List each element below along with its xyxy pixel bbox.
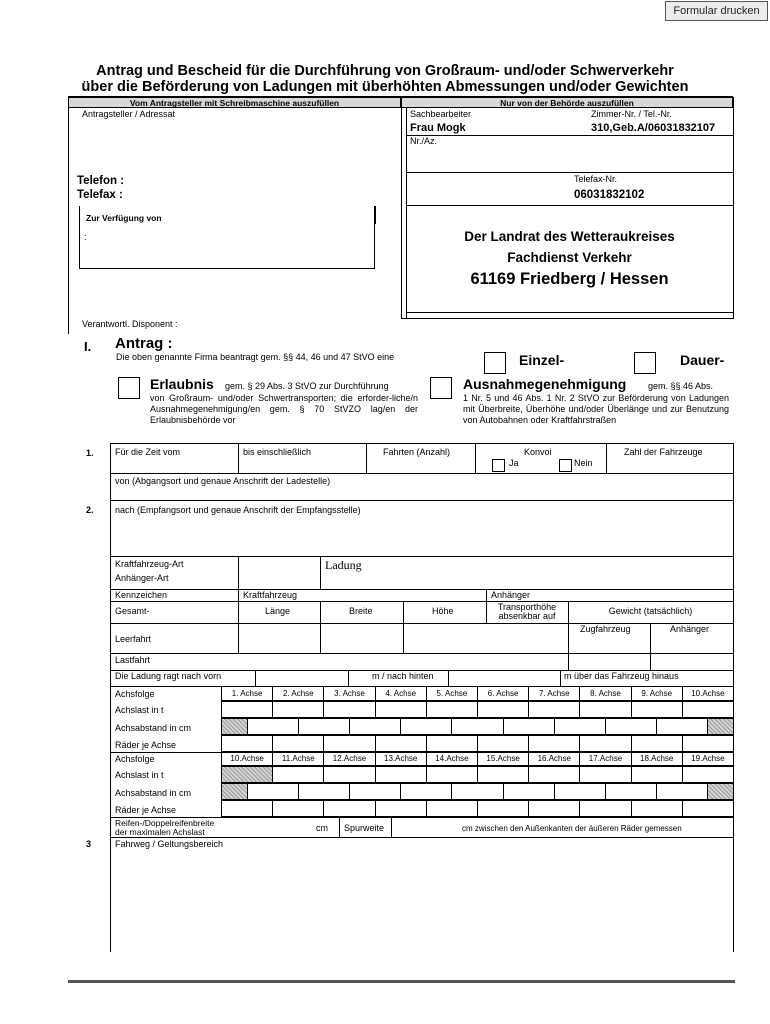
s2-div-hoehe: [403, 601, 404, 653]
s1-div-2: [366, 443, 367, 473]
raeder-cell[interactable]: [221, 735, 273, 752]
axle-label: 9. Achse: [631, 686, 683, 701]
achsabstand-cell[interactable]: [605, 718, 657, 735]
achsfolge-label-2: Achsfolge: [115, 754, 155, 764]
raeder-cell[interactable]: [631, 800, 683, 817]
raeder-cell[interactable]: [682, 735, 734, 752]
s1-div-4: [606, 443, 607, 473]
addr-line-1: Der Landrat des Wetteraukreises: [464, 229, 675, 244]
spur-div-a: [339, 817, 340, 837]
az-label: Nr./Az.: [410, 136, 438, 146]
achsabstand-blocked-cell: [707, 783, 734, 800]
achsabstand-blocked-cell: [221, 718, 248, 735]
zeit-label: Für die Zeit vom: [115, 447, 181, 457]
left-border: [68, 97, 69, 334]
axle-label: 10.Achse: [682, 686, 734, 701]
axle-label: 2. Achse: [272, 686, 324, 701]
ausnahme-gem: gem. §§ 46 Abs.: [648, 381, 714, 391]
achsabstand-cell[interactable]: [298, 783, 350, 800]
kfz-art-label: Kraftfahrzeug-Art: [115, 559, 184, 569]
authority-line-4: [406, 312, 733, 313]
anh-art-label: Anhänger-Art: [115, 573, 169, 583]
achslast-cell[interactable]: [682, 701, 734, 718]
einzel-label: Einzel-: [519, 352, 565, 368]
achslast-cell[interactable]: [323, 701, 375, 718]
achsabstand-cell[interactable]: [247, 718, 299, 735]
achsabstand-cell[interactable]: [349, 718, 401, 735]
gewicht-label: Gewicht (tatsächlich): [608, 606, 693, 616]
achslast-cell[interactable]: [221, 701, 273, 718]
raeder-cell[interactable]: [426, 735, 478, 752]
achsabstand-cell[interactable]: [656, 783, 708, 800]
achslast-cell[interactable]: [426, 701, 478, 718]
applicant-header: Vom Antragsteller mit Schreibmaschine auszufüllen: [129, 98, 340, 108]
s1-top: [110, 443, 733, 444]
ausnahme-title: Ausnahmegenehmigung: [463, 376, 627, 392]
authority-line-2: [406, 172, 733, 173]
raeder-label-2: Räder je Achse: [115, 805, 177, 815]
nach-hinten-label: m / nach hinten: [372, 671, 434, 681]
anhaenger-label: Anhänger: [491, 590, 531, 600]
konvoi-nein-label: Nein: [574, 458, 593, 468]
achslast-cell[interactable]: [579, 701, 631, 718]
addr-line-3: 61169 Friedberg / Hessen: [470, 270, 669, 288]
authority-right-border: [733, 97, 734, 318]
raeder-cell[interactable]: [682, 800, 734, 817]
verfuegung-colon: :: [84, 232, 87, 242]
reifen-bottom: [110, 837, 733, 838]
achsabstand-cell[interactable]: [349, 783, 401, 800]
authority-telefax-value: 06031832102: [574, 189, 645, 201]
raeder-cell[interactable]: [477, 735, 529, 752]
achsabstand-label-2: Achsabstand in cm: [115, 788, 192, 798]
dauer-label: Dauer-: [680, 352, 725, 368]
s2-div-hinten-a: [348, 670, 349, 686]
leerfahrt-label: Leerfahrt: [115, 634, 152, 644]
raeder-cell[interactable]: [221, 800, 273, 817]
s2-line-3: [110, 623, 733, 624]
disponent-label: Verantwortl. Disponent :: [82, 319, 178, 329]
nach-label: nach (Empfangsort und genaue Anschrift der Empfangsstelle): [115, 505, 361, 515]
raeder-cell[interactable]: [477, 800, 529, 817]
achslast-cell[interactable]: [426, 766, 478, 783]
kraftfahrzeug-label: Kraftfahrzeug: [243, 590, 298, 600]
achslast-cell[interactable]: [528, 766, 580, 783]
erlaubnis-text: von Großraum- und/oder Schwertransporten; die erforder-liche/n Ausnahmegenehmigung/en gem. § 70 StVZO lag/en der Erlaubnisbehörde vor: [150, 393, 418, 425]
axle-label: 11.Achse: [272, 751, 324, 766]
spurweite-label: Spurweite: [344, 823, 385, 833]
achslast-cell[interactable]: [375, 701, 427, 718]
bottom-rule: [68, 980, 735, 983]
laenge-label: Länge: [265, 606, 291, 616]
fahrzeuge-label: Zahl der Fahrzeuge: [624, 447, 703, 457]
axle-label: 13.Achse: [375, 751, 427, 766]
ueber-fz-label: m über das Fahrzeug hinaus: [564, 671, 679, 681]
einzel-checkbox[interactable]: [484, 352, 506, 374]
lastfahrt-label: Lastfahrt: [115, 655, 151, 665]
section-1-num: 1.: [86, 448, 94, 458]
achslast-cell[interactable]: [272, 766, 324, 783]
von-label: von (Abgangsort und genaue Anschrift der Ladestelle): [115, 476, 331, 486]
adressat-label: Antragsteller / Adressat: [82, 109, 176, 119]
axle-label: 6. Achse: [477, 686, 529, 701]
title-line-2: über die Beförderung von Ladungen mit überhöhten Abmessungen und/oder Gewichten: [81, 79, 689, 95]
raeder-cell[interactable]: [579, 735, 631, 752]
ladung-label: Ladung: [325, 558, 362, 572]
transport-label-1: Transporthöhe: [497, 602, 557, 612]
fahrweg-label: Fahrweg / Geltungsbereich: [115, 839, 224, 849]
achsabstand-cell[interactable]: [451, 783, 503, 800]
raeder-label-1: Räder je Achse: [115, 740, 177, 750]
zugfahrzeug-label: Zugfahrzeug: [580, 624, 631, 634]
s2-div-breite: [320, 601, 321, 653]
konvoi-ja-label: Ja: [509, 458, 519, 468]
authority-bottom-border: [401, 318, 734, 319]
s2-line-4: [110, 653, 733, 654]
section-2-num: 2.: [86, 505, 94, 515]
authority-left-border: [401, 108, 402, 318]
sachbearbeiter-value: Frau Mogk: [410, 122, 466, 134]
axle-label: 15.Achse: [477, 751, 529, 766]
achslast-cell[interactable]: [375, 766, 427, 783]
s2-div-hinten-b: [448, 670, 449, 686]
reifen-label-2: der maximalen Achslast: [115, 827, 205, 837]
raeder-cell[interactable]: [375, 800, 427, 817]
raeder-cell[interactable]: [375, 735, 427, 752]
section-3-num: 3: [86, 839, 92, 849]
s2-div-col1: [238, 556, 239, 653]
raeder-cell[interactable]: [528, 735, 580, 752]
reifen-cm: cm: [316, 823, 328, 833]
authority-telefax-label: Telefax-Nr.: [574, 174, 618, 184]
achslast-cell[interactable]: [631, 701, 683, 718]
raeder-cell[interactable]: [579, 800, 631, 817]
achslast-cell[interactable]: [528, 701, 580, 718]
achslast-cell[interactable]: [272, 701, 324, 718]
axle-label: 16.Achse: [528, 751, 580, 766]
achsabstand-cell[interactable]: [247, 783, 299, 800]
spur-div-b: [391, 817, 392, 837]
achsabstand-label-1: Achsabstand in cm: [115, 723, 192, 733]
achsabstand-cell[interactable]: [400, 783, 452, 800]
axle-label: 12.Achse: [323, 751, 375, 766]
achsabstand-cell[interactable]: [400, 718, 452, 735]
s1-div-3: [475, 443, 476, 473]
axle-label: 8. Achse: [579, 686, 631, 701]
achslast-blocked-cell: [221, 766, 273, 783]
axle-label: 19.Achse: [682, 751, 734, 766]
authority-header: Nur von der Behörde auszufüllen: [500, 98, 634, 108]
achsabstand-cell[interactable]: [451, 718, 503, 735]
addr-line-2: Fachdienst Verkehr: [507, 250, 632, 265]
s2-line-0: [110, 556, 733, 557]
s2-div-ueber: [560, 670, 561, 686]
axle-label: 1. Achse: [221, 686, 273, 701]
kennzeichen-label: Kennzeichen: [115, 590, 168, 600]
s2-line-2: [110, 601, 733, 602]
bis-label: bis einschließlich: [243, 447, 312, 457]
erlaubnis-checkbox[interactable]: [118, 377, 140, 399]
s2-div-anh2: [650, 623, 651, 670]
achsabstand-cell[interactable]: [503, 783, 555, 800]
telefon-label: Telefon :: [77, 175, 125, 187]
achsabstand-cell[interactable]: [503, 718, 555, 735]
achslast-cell[interactable]: [579, 766, 631, 783]
s2-div-ladung: [320, 556, 321, 589]
transport-label-2: absenkbar auf: [498, 611, 556, 621]
achslast-cell[interactable]: [631, 766, 683, 783]
breite-label: Breite: [349, 606, 373, 616]
achslast-cell[interactable]: [477, 766, 529, 783]
axle-label: 3. Achse: [323, 686, 375, 701]
axle-label: 7. Achse: [528, 686, 580, 701]
antrag-num: I.: [84, 339, 92, 354]
s1-line-1: [110, 473, 733, 474]
s1-line-2: [110, 500, 733, 501]
achsabstand-cell[interactable]: [554, 718, 606, 735]
achslast-label-1: Achslast in t: [115, 705, 164, 715]
raeder-cell[interactable]: [323, 800, 375, 817]
achslast-label-2: Achslast in t: [115, 770, 164, 780]
dauer-checkbox[interactable]: [634, 352, 656, 374]
raeder-cell[interactable]: [528, 800, 580, 817]
title-line-1: Antrag und Bescheid für die Durchführung von Großraum- und/oder Schwerverkehr: [96, 63, 674, 79]
reifen-label-1: Reifen-/Doppelreifenbreite: [115, 818, 215, 828]
s2-line-1: [110, 589, 733, 590]
erlaubnis-title: Erlaubnis: [150, 376, 214, 392]
axle-label: 17.Achse: [579, 751, 631, 766]
verfuegung-label: Zur Verfügung von: [86, 213, 162, 223]
telefax-label: Telefax :: [77, 189, 123, 201]
sachbearbeiter-label: Sachbearbeiter: [410, 109, 472, 119]
achsabstand-cell[interactable]: [605, 783, 657, 800]
axle-label: 5. Achse: [426, 686, 478, 701]
achsfolge-label-1: Achsfolge: [115, 689, 155, 699]
achsabstand-cell[interactable]: [554, 783, 606, 800]
raeder-cell[interactable]: [272, 800, 324, 817]
raeder-cell[interactable]: [426, 800, 478, 817]
antrag-heading: Antrag :: [115, 335, 173, 352]
print-form-button[interactable]: Formular drucken: [665, 1, 768, 21]
zimmer-value: 310,Geb.A/06031832107: [591, 122, 716, 134]
antrag-intro: Die oben genannte Firma beantragt gem. §§ 44, 46 und 47 StVO eine: [116, 352, 395, 362]
anhaenger2-label: Anhänger: [670, 624, 710, 634]
form-left-border: [110, 443, 111, 952]
verfuegung-right-top: [375, 206, 376, 224]
spur-text: cm zwischen den Außenkanten der äußeren Räder gemessen: [462, 824, 682, 833]
s1-div-1: [238, 443, 239, 473]
axle-label: 14.Achse: [426, 751, 478, 766]
zimmer-label: Zimmer-Nr. / Tel.-Nr.: [591, 109, 672, 119]
erlaubnis-gem: gem. § 29 Abs. 3 StVO zur Durchführung: [225, 381, 389, 391]
achsabstand-blocked-cell: [707, 718, 734, 735]
ausnahme-text: 1 Nr. 5 und 46 Abs. 1 Nr. 2 StVO zur Beförderung von Ladungen mit Überbreite, Überhöhe und/oder Überlänge und zur Benutzung von Autobahnen oder Kraftfahrstraßen: [463, 393, 729, 425]
hoehe-label: Höhe: [432, 606, 454, 616]
axle-label: 4. Achse: [375, 686, 427, 701]
konvoi-nein-checkbox[interactable]: [559, 459, 572, 472]
achsabstand-cell[interactable]: [298, 718, 350, 735]
ausnahme-checkbox[interactable]: [430, 377, 452, 399]
achslast-cell[interactable]: [323, 766, 375, 783]
konvoi-ja-checkbox[interactable]: [492, 459, 505, 472]
ragt-vorn-label: Die Ladung ragt nach vorn: [115, 671, 222, 681]
authority-line-1: [406, 135, 733, 136]
achslast-cell[interactable]: [477, 701, 529, 718]
raeder-cell[interactable]: [631, 735, 683, 752]
achsabstand-cell[interactable]: [656, 718, 708, 735]
fahrten-label: Fahrten (Anzahl): [383, 447, 451, 457]
axle-label: 18.Achse: [631, 751, 683, 766]
konvoi-label: Konvoi: [524, 447, 552, 457]
achsabstand-blocked-cell: [221, 783, 248, 800]
achslast-cell[interactable]: [682, 766, 734, 783]
raeder-cell[interactable]: [323, 735, 375, 752]
raeder-cell[interactable]: [272, 735, 324, 752]
s2-div-vorn: [255, 670, 256, 686]
authority-line-3: [406, 205, 733, 206]
gesamt-label: Gesamt-: [115, 606, 150, 616]
axle-label: 10.Achse: [221, 751, 273, 766]
